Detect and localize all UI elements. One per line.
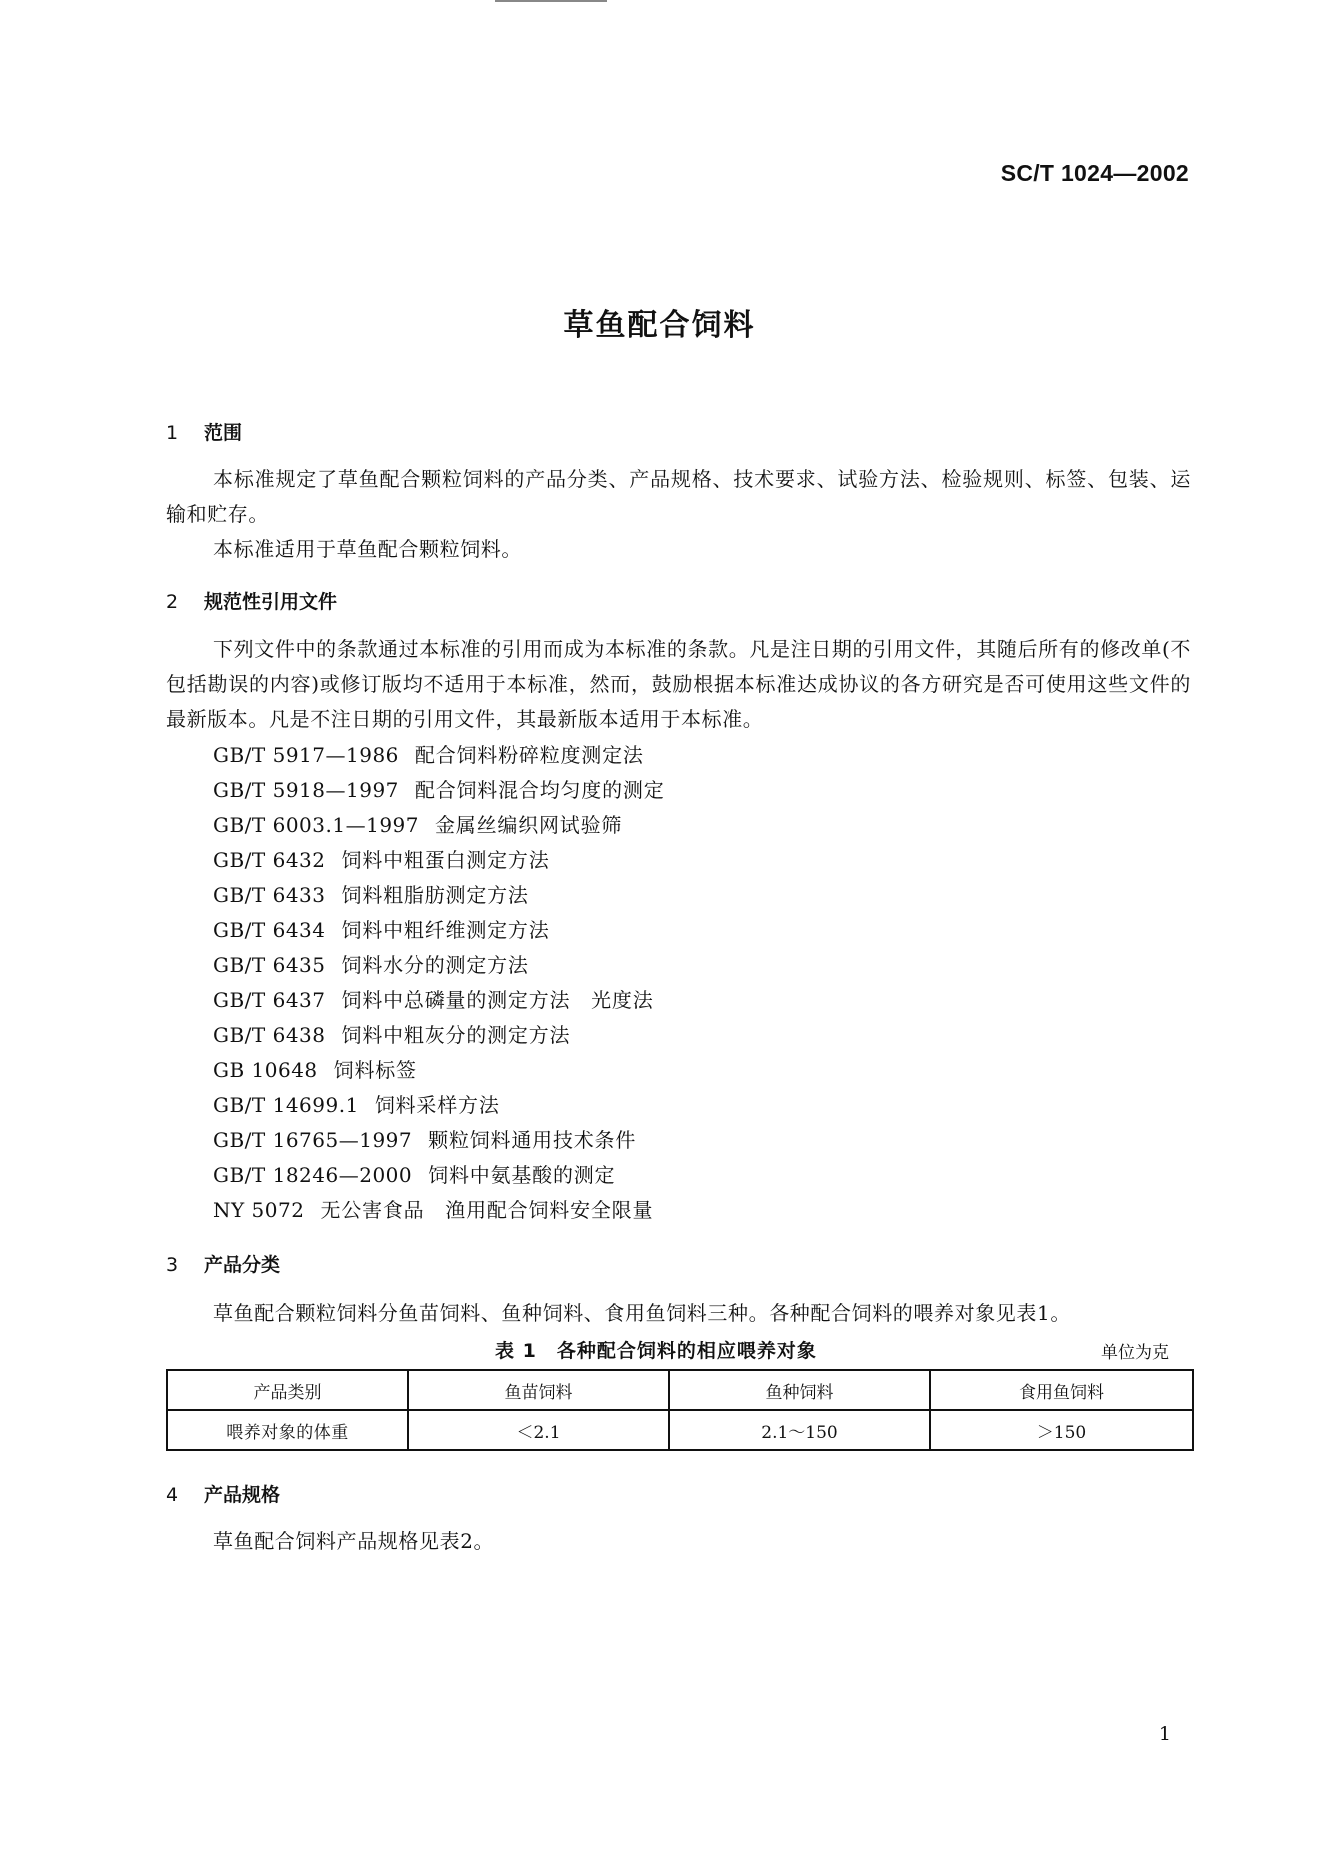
- reference-name: 饲料中粗纤维测定方法: [341, 918, 550, 942]
- reference-code: GB/T 6438: [213, 1023, 326, 1047]
- paragraph: 草鱼配合饲料产品规格见表2。: [213, 1529, 495, 1553]
- reference-item: [213, 948, 665, 983]
- reference-item: [213, 983, 665, 1018]
- paragraph: 下列文件中的条款通过本标准的引用而成为本标准的条款。凡是注日期的引用文件，其随后所有的修改单(不包括勘误的内容)或修订版均不适用于本标准，然而，鼓励根据本标准达成协议的各方研究是否可使用这些文件的最新版本。凡是不注日期的引用文件，其最新版本适用于本标准。: [166, 637, 1191, 731]
- reference-item: [213, 1193, 665, 1228]
- scan-artifact: [495, 0, 607, 2]
- reference-name: 饲料中氨基酸的测定: [428, 1163, 616, 1187]
- reference-name: 饲料水分的测定方法: [341, 953, 529, 977]
- section-heading-specification: [166, 1480, 280, 1507]
- reference-item: [213, 738, 665, 773]
- section-title: 产品分类: [204, 1254, 281, 1276]
- reference-code: GB/T 6003.1—1997: [213, 813, 419, 837]
- section-number: 2: [166, 591, 179, 613]
- page-number: 1: [1158, 1723, 1171, 1745]
- reference-code: GB/T 5918—1997: [213, 778, 399, 802]
- paragraph: 本标准适用于草鱼配合颗粒饲料。: [213, 537, 522, 561]
- reference-code: GB/T 18246—2000: [213, 1163, 413, 1187]
- reference-name: 无公害食品 渔用配合饲料安全限量: [320, 1198, 654, 1222]
- table-header-row: [167, 1370, 1193, 1410]
- reference-item: [213, 808, 665, 843]
- table-row: [167, 1410, 1193, 1450]
- reference-code: GB/T 6435: [213, 953, 326, 977]
- reference-code: GB/T 6432: [213, 848, 326, 872]
- reference-item: [213, 1018, 665, 1053]
- reference-code: GB/T 14699.1: [213, 1093, 359, 1117]
- table-cell: 2.1～150: [669, 1410, 930, 1450]
- section-heading-classification: [166, 1250, 280, 1277]
- reference-name: 饲料中粗蛋白测定方法: [341, 848, 550, 872]
- section-number: 4: [166, 1484, 179, 1506]
- table-row-label: 喂养对象的体重: [167, 1410, 408, 1450]
- reference-name: 饲料中粗灰分的测定方法: [341, 1023, 571, 1047]
- section-title: 产品规格: [204, 1484, 281, 1506]
- feeding-target-table: [166, 1369, 1194, 1451]
- reference-item: [213, 878, 665, 913]
- table-cell: ＜2.1: [408, 1410, 669, 1450]
- table-header-cell: 鱼种饲料: [669, 1370, 930, 1410]
- reference-item: [213, 1123, 665, 1158]
- table-header-cell: 产品类别: [167, 1370, 408, 1410]
- paragraph: 本标准规定了草鱼配合颗粒饲料的产品分类、产品规格、技术要求、试验方法、检验规则、标签、包装、运输和贮存。: [166, 467, 1191, 526]
- reference-name: 饲料粗脂肪测定方法: [341, 883, 529, 907]
- reference-list: [213, 738, 665, 1228]
- reference-name: 配合饲料混合均匀度的测定: [414, 778, 665, 802]
- reference-code: GB/T 16765—1997: [213, 1128, 413, 1152]
- reference-name: 饲料中总磷量的测定方法 光度法: [341, 988, 654, 1012]
- reference-code: GB/T 5917—1986: [213, 743, 399, 767]
- section-number: 1: [166, 422, 179, 444]
- section-title: 范围: [204, 422, 243, 444]
- reference-name: 金属丝编织网试验筛: [435, 813, 623, 837]
- table-header-cell: 食用鱼饲料: [930, 1370, 1193, 1410]
- reference-code: GB/T 6434: [213, 918, 326, 942]
- reference-item: [213, 843, 665, 878]
- reference-item: [213, 1088, 665, 1123]
- section-heading-scope: [166, 418, 242, 445]
- reference-code: NY 5072: [213, 1198, 305, 1222]
- reference-name: 配合饲料粉碎粒度测定法: [414, 743, 644, 767]
- reference-item: [213, 913, 665, 948]
- standard-code: SC/T 1024—2002: [1000, 160, 1189, 186]
- reference-name: 颗粒饲料通用技术条件: [428, 1128, 637, 1152]
- paragraph: 草鱼配合颗粒饲料分鱼苗饲料、鱼种饲料、食用鱼饲料三种。各种配合饲料的喂养对象见表1。: [213, 1301, 1071, 1325]
- table-caption: 表 1 各种配合饲料的相应喂养对象: [495, 1340, 817, 1362]
- reference-code: GB/T 6437: [213, 988, 326, 1012]
- section-heading-references: [166, 587, 337, 614]
- table-cell: ＞150: [930, 1410, 1193, 1450]
- section-number: 3: [166, 1254, 179, 1276]
- reference-item: [213, 1158, 665, 1193]
- reference-name: 饲料标签: [333, 1058, 417, 1082]
- reference-name: 饲料采样方法: [374, 1093, 500, 1117]
- document-title: 草鱼配合饲料: [563, 308, 756, 343]
- reference-item: [213, 773, 665, 808]
- reference-code: GB 10648: [213, 1058, 318, 1082]
- section-title: 规范性引用文件: [204, 591, 338, 613]
- reference-item: [213, 1053, 665, 1088]
- reference-code: GB/T 6433: [213, 883, 326, 907]
- table-header-cell: 鱼苗饲料: [408, 1370, 669, 1410]
- table-unit: 单位为克: [1101, 1343, 1169, 1363]
